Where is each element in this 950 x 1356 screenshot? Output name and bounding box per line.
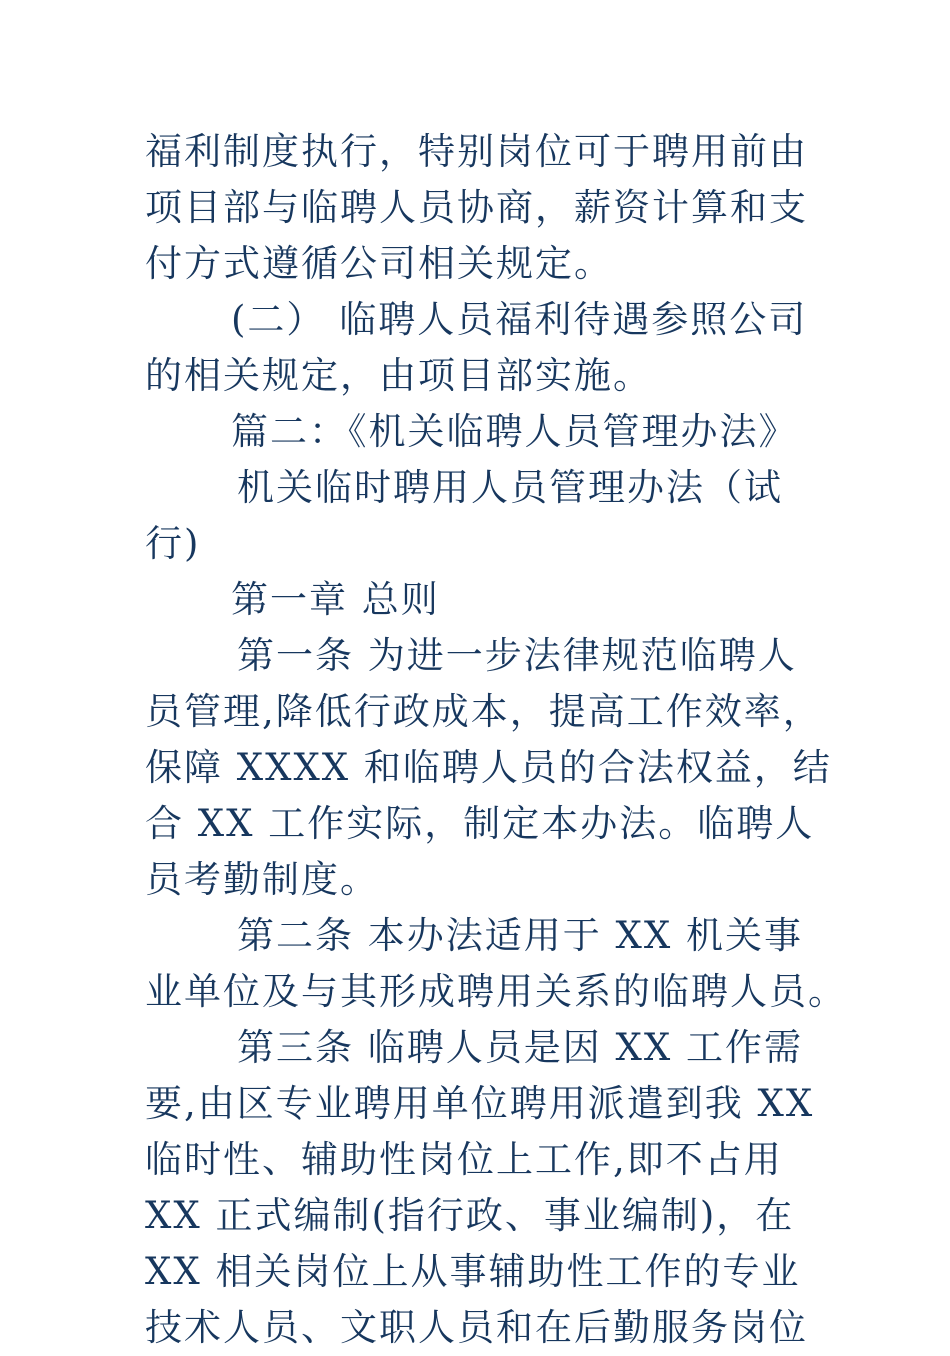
article-1-line: 合 XX 工作实际，制定本办法。临聘人	[145, 802, 815, 845]
section-heading: 篇二：《机关临聘人员管理办法》	[231, 410, 798, 453]
article-1-line: 员管理,降低行政成本，提高工作效率，	[145, 690, 822, 733]
document-title: 机关临时聘用人员管理办法（试	[237, 466, 783, 509]
article-1-line: 第一条 为进一步法律规范临聘人	[237, 634, 797, 677]
article-3-line: 要,由区专业聘用单位聘用派遣到我 XX	[145, 1082, 815, 1125]
article-3-line: 技术人员、文职人员和在后勤服务岗位	[145, 1306, 808, 1349]
article-2-line: 第二条 本办法适用于 XX 机关事	[237, 914, 803, 957]
article-3-line: 第三条 临聘人员是因 XX 工作需	[237, 1026, 803, 1069]
text-line: (二） 临聘人员福利待遇参照公司	[231, 298, 808, 341]
document-title-cont: 行)	[145, 522, 201, 565]
article-3-line: XX 相关岗位上从事辅助性工作的专业	[145, 1250, 801, 1293]
article-3-line: XX 正式编制(指行政、事业编制)，在	[145, 1194, 795, 1237]
article-1-line: 员考勤制度。	[145, 858, 379, 901]
text-line: 付方式遵循公司相关规定。	[145, 242, 613, 285]
document-page	[145, 124, 847, 1356]
article-3-line: 临时性、辅助性岗位上工作,即不占用	[145, 1138, 783, 1181]
text-line: 项目部与临聘人员协商，薪资计算和支	[145, 186, 808, 229]
chapter-heading: 第一章 总则	[231, 578, 440, 621]
article-1-line: 保障 XXXX 和临聘人员的合法权益，结	[145, 746, 832, 789]
text-line: 福利制度执行，特别岗位可于聘用前由	[145, 130, 808, 173]
text-line: 的相关规定，由项目部实施。	[145, 354, 652, 397]
article-2-line: 业单位及与其形成聘用关系的临聘人员。	[145, 970, 847, 1013]
